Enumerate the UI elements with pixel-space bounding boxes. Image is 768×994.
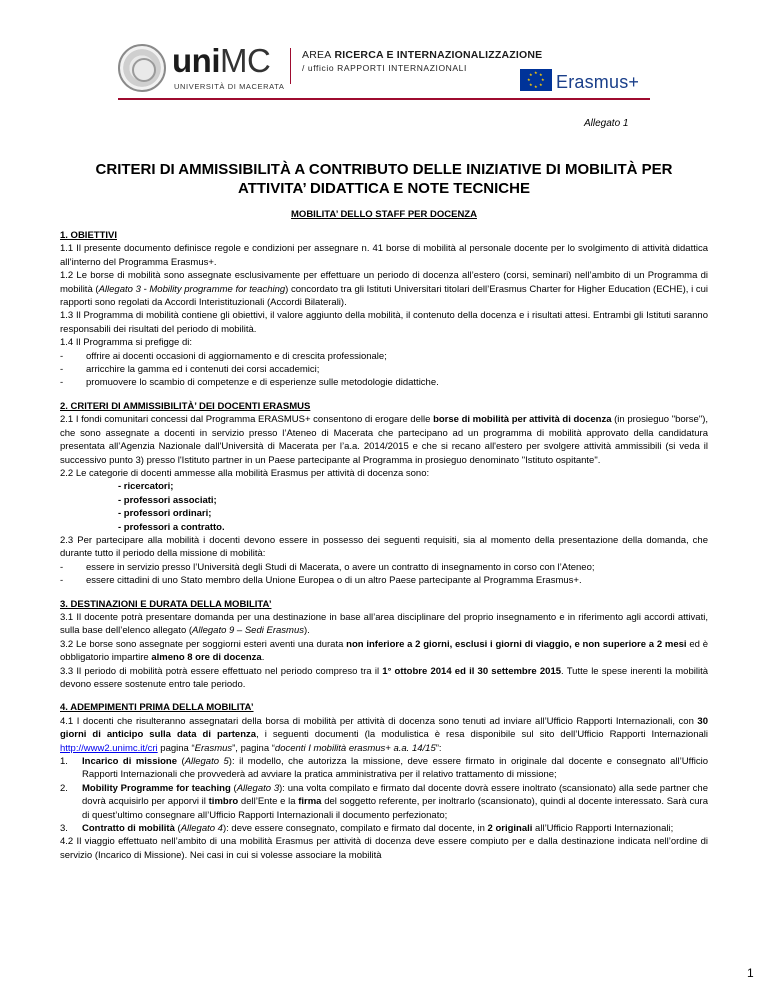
page-header (0, 0, 768, 100)
header-rule (118, 98, 650, 100)
paragraph: 4.1 I docenti che risulteranno assegnatari della borsa di mobilità per attività di docenza sono tenuti ad inviare all’Ufficio Rapporti Internazionali, con 30 giorni di anticipo sulla data di partenza, i seguenti documenti (la modulistica è resa disponibile sul sito dell’Ufficio Rapporti Internazionali http://www2.unimc.it/cri pagina “Erasmus”, pagina “docenti I mobilità erasmus+ a.a. 14/15”: (60, 715, 708, 754)
paragraph: 2.2 Le categorie di docenti ammesse alla mobilità Erasmus per attività di docenza sono: (60, 467, 430, 479)
paragraph: 2.3 Per partecipare alla mobilità i docenti devono essere in possesso dei seguenti requisiti, sia al momento della presentazione della domanda, che durante tutto il periodo della missione di mobilità: (60, 534, 708, 560)
numbered-item: 1. Incarico di missione (Allegato 5): il modello, che autorizza la missione, deve essere firmato in originale dal docente e consegnato all’Ufficio Rapporti Internazionali che provvederà ad avviare la pratica amministrativa per il relativo trattamento di missione; (60, 756, 709, 781)
university-seal-icon (118, 44, 166, 92)
paragraph: 1.1 Il presente documento definisce regole e condizioni per assegnare n. 41 borse di mobilità al personale docente per lo svolgimento di attività didattica all’interno del Programma Erasmus+. (60, 243, 708, 268)
document-body (60, 229, 708, 862)
document-subtitle: MOBILITA’ DELLO STAFF PER DOCENZA (291, 209, 477, 220)
document-title: CRITERI DI AMMISSIBILITÀ A CONTRIBUTO DELLE INIZIATIVE DI MOBILITÀ PER ATTIVITA’ DIDATTICA E NOTE TECNICHE (95, 161, 673, 197)
bullet-item: - essere in servizio presso l’Università degli Studi di Macerata, o avere un contratto di insegnamento in corso con l’Ateneo; (60, 561, 595, 573)
section-heading: 2. CRITERI DI AMMISSIBILITÀ’ DEI DOCENTI ERASMUS (60, 400, 311, 412)
category-item: - professori a contratto. (118, 521, 225, 533)
paragraph: 1.4 Il Programma si prefigge di: (60, 337, 193, 349)
office-website-link[interactable]: http://www2.unimc.it/cri (60, 742, 158, 754)
paragraph: 3.3 Il periodo di mobilità potrà essere effettuato nel periodo compreso tra il 1° ottobre 2014 ed il 30 settembre 2015. Tutte le spese inerenti la mobilità devono essere sostenute entro tale periodo. (60, 665, 708, 690)
bullet-item: - arricchire la gamma ed i contenuti dei corsi accademici; (60, 364, 320, 376)
erasmus-plus-logo: Erasmus+ (556, 72, 640, 92)
attachment-label: Allegato 1 (584, 118, 629, 129)
section-heading: 4. ADEMPIMENTI PRIMA DELLA MOBILITA’ (60, 702, 254, 714)
paragraph: 4.2 Il viaggio effettuato nell’ambito di una mobilità Erasmus per attività di docenza deve essere compiuto per e dalla destinazione indicata nell’ordine di servizio (Incarico di Missione). Nei casi in cui si volesse associare la mobilità (60, 836, 708, 861)
bullet-item: - offrire ai docenti occasioni di aggiornamento e di crescita professionale; (60, 350, 387, 362)
university-name: UNIVERSITÀ DI MACERATA (174, 82, 285, 91)
category-item: - ricercatori; (118, 481, 174, 493)
eu-flag-icon: ★ ★ ★ ★ ★ ★ ★ ★ (520, 69, 552, 91)
numbered-item: 3. Contratto di mobilità (Allegato 4): deve essere consegnato, compilato e firmato dal docente, in 2 originali all’Ufficio Rapporti Internazionali; (60, 823, 674, 835)
numbered-item: 2. Mobility Programme for teaching (Allegato 3): una volta compilato e firmato dal docente dovrà essere inoltrato (scansionato) alla sede partner che dovrà acquisirlo per apporvi il timbro dell’Ente e la firma del soggetto referente, per inoltrarlo (scansionato), quindi al docente interessato. Sarà cura di quest’ultimo consegnare all’Ufficio Rapporti Internazionali il documento perfezionato; (60, 782, 708, 821)
bullet-item: - essere cittadini di uno Stato membro della Unione Europea o di un altro Paese partecipante al Programma Erasmus+. (60, 575, 582, 587)
bullet-item: - promuovere lo scambio di competenze e di esperienze sulle metodologie didattiche. (60, 377, 439, 389)
paragraph: 3.1 Il docente potrà presentare domanda per una destinazione in base all’area disciplinare del proprio insegnamento e in riferimento agli accordi attivati, sulla base dell’elenco allegato (Allegato 9 – Sedi Erasmus). (60, 611, 708, 637)
paragraph: 1.2 Le borse di mobilità sono assegnate esclusivamente per effettuare un periodo di docenza all’estero (corsi, seminari) nell’ambito di un Programma di mobilità (Allegato 3 - Mobility programme for teaching) concordato tra gli Istituti Universitari titolari dell’Erasmus Charter for Higher Education (ECHE), i cui rapporti sono regolati da Accordi Interistituzionali (Accordi Bilaterali). (60, 270, 708, 309)
area-title: AREA RICERCA E INTERNAZIONALIZZAZIONE (302, 49, 543, 61)
section-heading: 3. DESTINAZIONI E DURATA DELLA MOBILITA’ (60, 598, 272, 610)
paragraph: 2.1 I fondi comunitari concessi dal Programma ERASMUS+ consentono di erogare delle borse di mobilità per attività di docenza (in prosieguo "borse"), che sono assegnate a docenti in servizio presso l’Ateneo di Macerata che partecipano ad un programma di mobilità approvato della candidatura presentata all’Agenzia Nazionale dall'Università di Macerata per l’a.a. 2014/2015 e che si recano all'estero per svolgere attività ammissibili (si veda il successivo punto 3) presso l'Istituto partner in un Paese partecipante al Programma in prosieguo denominato "Istituto ospitante". (60, 414, 709, 466)
category-item: - professori ordinari; (118, 508, 212, 520)
paragraph: 3.2 Le borse sono assegnate per soggiorni esteri aventi una durata non inferiore a 2 giorni, esclusi i giorni di viaggio, e non superiore a 2 mesi ed è obbligatorio impartire almeno 8 ore di docenza. (60, 638, 708, 664)
section-heading: 1. OBIETTIVI (60, 230, 118, 241)
page-number: 1 (747, 966, 754, 980)
header-divider (290, 48, 291, 84)
unimc-logo: uniMC (172, 42, 271, 79)
paragraph: 1.3 Il Programma di mobilità contiene gli obiettivi, il valore aggiunto della mobilità, il contenuto della docenza e i risultati attesi. Entrambi gli Istituti saranno responsabili dei risultati del periodo di mobilità. (60, 310, 708, 335)
category-item: - professori associati; (118, 494, 217, 506)
office-name: / ufficio RAPPORTI INTERNAZIONALI (302, 63, 467, 73)
